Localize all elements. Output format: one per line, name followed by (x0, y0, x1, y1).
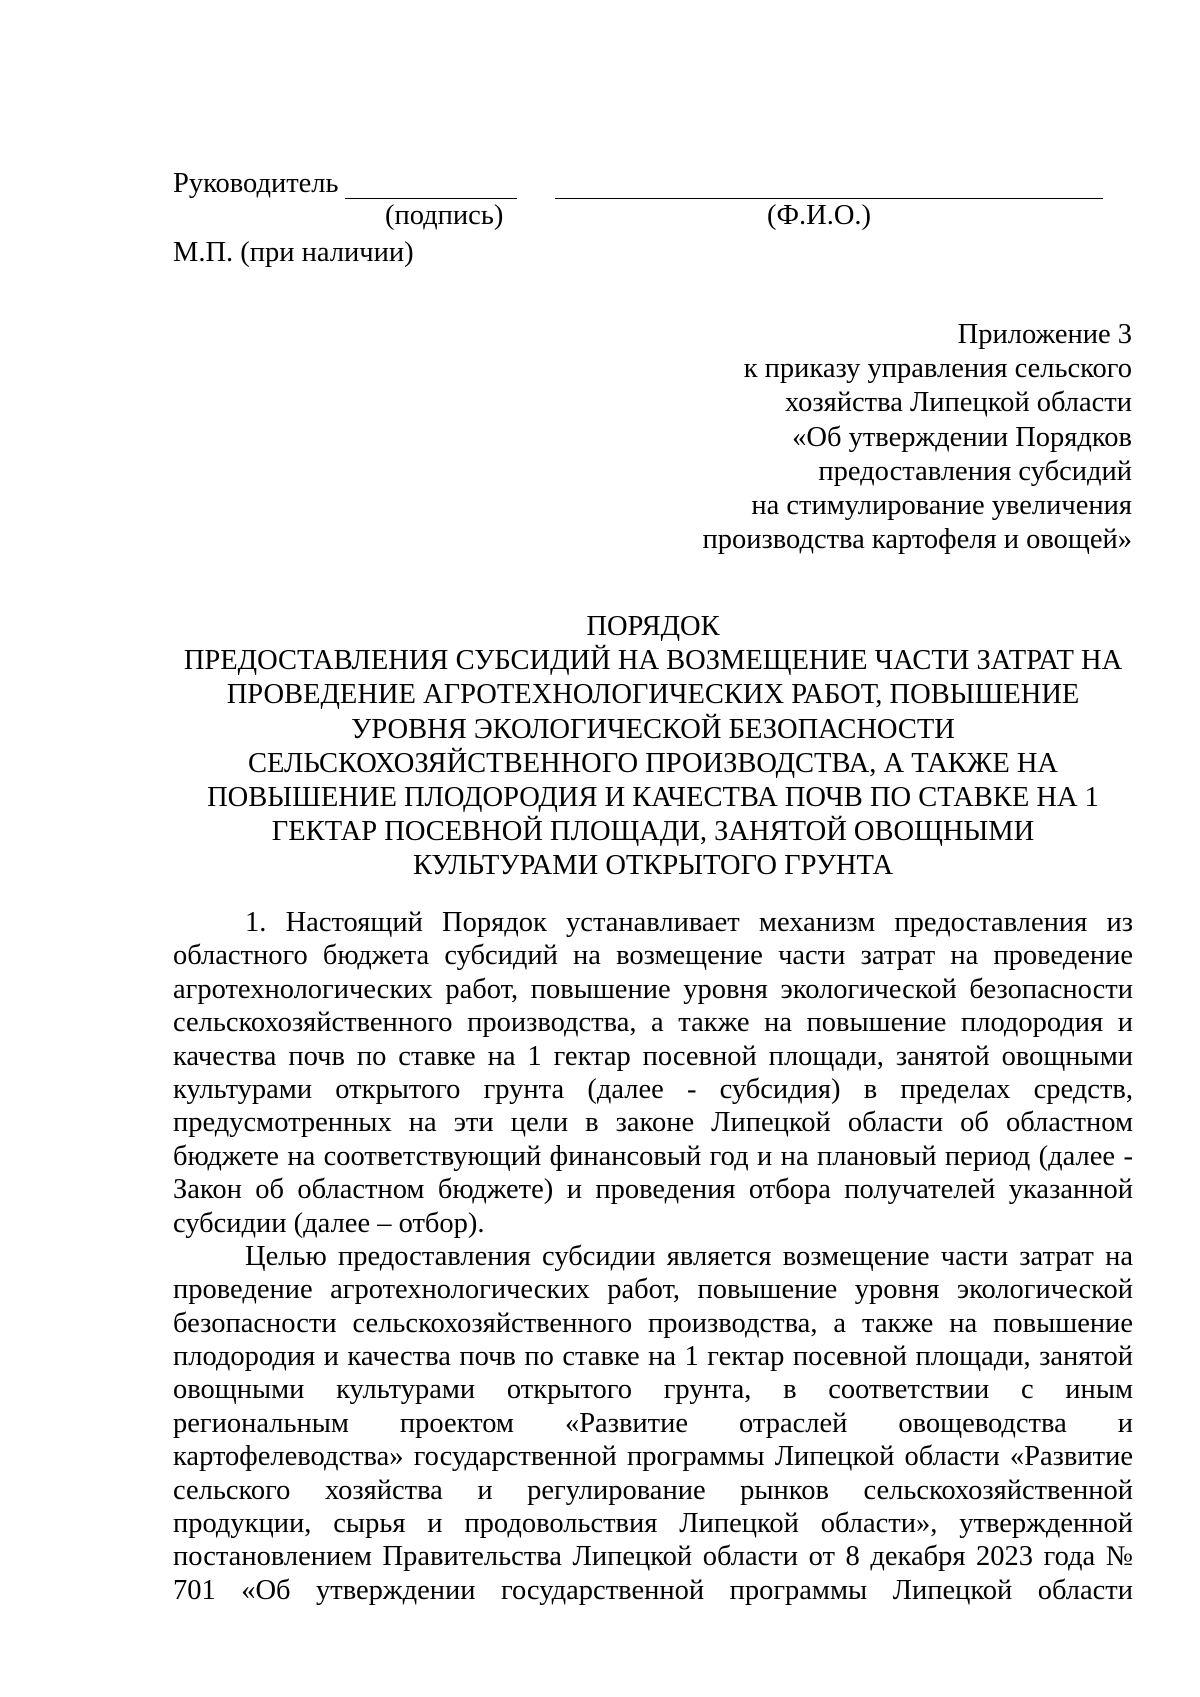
text-line: субсидии (далее – отбор). (173, 1207, 485, 1239)
signature-caption: (подпись) (385, 200, 504, 231)
text-line: проведение агротехнологических работ, повышение уровня экологической (173, 1274, 1133, 1306)
annex-line: производства картофеля и овощей» (702, 524, 1132, 556)
text-line: постановлением Правительства Липецкой области от 8 декабря 2023 года № (173, 1541, 1133, 1573)
text-line: 701 «Об утверждении государственной программы Липецкой области (173, 1574, 1133, 1606)
title-line: ГЕКТАР ПОСЕВНОЙ ПЛОЩАДИ, ЗАНЯТОЙ ОВОЩНЫМИ (271, 816, 1035, 848)
text-line: культурами открытого грунта (далее - субсидия) в пределах средств, (173, 1073, 1133, 1105)
text-line: бюджете на соответствующий финансовый год и на плановый период (далее - (173, 1140, 1133, 1172)
paragraph-1 (173, 906, 1133, 1240)
text-line: качества почв по ставке на 1 гектар посевной площади, занятой овощными (173, 1040, 1133, 1072)
text-line: предусмотренных на эти цели в законе Липецкой области об областном (173, 1107, 1133, 1139)
title-line: ПОРЯДОК (586, 611, 720, 642)
title-line: УРОВНЯ ЭКОЛОГИЧЕСКОЙ БЕЗОПАСНОСТИ (351, 713, 955, 745)
text-line: сельскохозяйственного производства, а также на повышение плодородия и (173, 1007, 1133, 1039)
annex-block (532, 318, 1132, 557)
text-line: безопасности сельскохозяйственного производства, а также на повышение (173, 1307, 1133, 1339)
text-line: продукции, сырья и продовольствия Липецкой области», утвержденной (173, 1508, 1133, 1540)
text-line: картофелеводства» государственной программы Липецкой области «Развитие (173, 1441, 1133, 1473)
text-line: агротехнологических работ, повышение уровня экологической безопасности (173, 973, 1133, 1005)
text-line: областного бюджета субсидий на возмещение части затрат на проведение (173, 940, 1133, 972)
title-line: ПРЕДОСТАВЛЕНИЯ СУБСИДИЙ НА ВОЗМЕЩЕНИЕ ЧАСТИ ЗАТРАТ НА (183, 645, 1123, 677)
annex-line: предоставления субсидий (818, 455, 1132, 487)
text-line: овощными культурами открытого грунта, в соответствии с иным (173, 1374, 1133, 1406)
annex-line: Приложение 3 (957, 319, 1132, 350)
text-line: Целью предоставления субсидии является возмещение части затрат на (245, 1240, 1133, 1272)
title-line: КУЛЬТУРАМИ ОТКРЫТОГО ГРУНТА (412, 850, 894, 882)
annex-line: к приказу управления сельского (743, 353, 1132, 385)
paragraph-2 (173, 1240, 1133, 1607)
text-line: Закон об областном бюджете) и проведения отбора получателей указанной (173, 1174, 1133, 1206)
document-title (173, 610, 1133, 884)
text-line: 1. Настоящий Порядок устанавливает механизм предоставления из (245, 907, 1133, 938)
head-label: Руководитель (173, 168, 339, 199)
title-line: СЕЛЬСКОХОЗЯЙСТВЕННОГО ПРОИЗВОДСТВА, А ТАКЖЕ НА (247, 747, 1059, 779)
text-line: сельского хозяйства и регулирование рынков сельскохозяйственной (173, 1474, 1133, 1506)
text-line: плодородия и качества почв по ставке на 1 гектар посевной площади, занятой (173, 1341, 1133, 1373)
fio-caption: (Ф.И.О.) (767, 200, 872, 231)
annex-line: хозяйства Липецкой области (784, 387, 1132, 419)
title-line: ПРОВЕДЕНИЕ АГРОТЕХНОЛОГИЧЕСКИХ РАБОТ, ПОВЫШЕНИЕ (226, 679, 1080, 711)
text-line: региональным проектом «Развитие отраслей овощеводства и (173, 1407, 1133, 1439)
stamp-note: М.П. (при наличии) (173, 237, 414, 268)
signature-underline (345, 198, 517, 199)
fio-underline (555, 198, 1103, 199)
title-line: ПОВЫШЕНИЕ ПЛОДОРОДИЯ И КАЧЕСТВА ПОЧВ ПО СТАВКЕ НА 1 (207, 782, 1099, 814)
body-text (173, 906, 1133, 1607)
signature-block (173, 168, 1103, 204)
annex-line: «Об утверждении Порядков (792, 421, 1132, 453)
annex-line: на стимулирование увеличения (751, 490, 1132, 522)
